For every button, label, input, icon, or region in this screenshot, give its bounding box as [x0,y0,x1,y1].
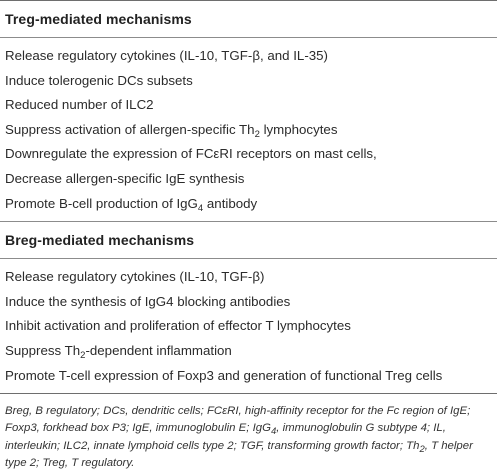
treg-item: Downregulate the expression of FCεRI receptors on mast cells, [5,146,377,162]
breg-item: Inhibit activation and proliferation of effector T lymphocytes [5,318,351,334]
breg-item: Release regulatory cytokines (IL-10, TGF-β) [5,269,265,285]
treg-item: Release regulatory cytokines (IL-10, TGF-β, and IL-35) [5,48,328,63]
breg-item: Suppress $Th_2$-dependent inflammation [5,342,232,361]
breg-item: Promote T-cell expression of Foxp3 and generation of functional Treg cells [5,367,443,383]
breg-list [0,259,497,393]
treg-item: Promote B-cell production of IgG$_4$ antibody [5,195,258,214]
breg-item: Induce the synthesis of IgG4 blocking antibodies [5,293,291,309]
treg-item: Reduced number of ILC2 [5,97,154,113]
treg-item: Decrease allergen-specific IgE synthesis [5,170,245,186]
breg-heading: Breg-mediated mechanisms [5,232,195,249]
treg-heading: Treg-mediated mechanisms [5,11,192,27]
treg-list [0,38,497,221]
treg-item: Induce tolerogenic DCs subsets [5,72,193,88]
treg-item: Suppress activation of allergen-specific $Th_2$ lymphocytes [5,121,338,140]
table-footnote: Breg, B regulatory; DCs, dendritic cells; FCεRI, high-affinity receptor for the Fc region of IgE; Foxp3, forkhead box P3; IgE, immunoglobulin E; IgG$_4$, immunoglobulin G subtype 4; IL, interleukin; ILC2, innate lymphoid cells type 2; TGF, transforming growth factor; $Th_2$, T helper type 2; Treg, T regulatory. [5,405,473,469]
